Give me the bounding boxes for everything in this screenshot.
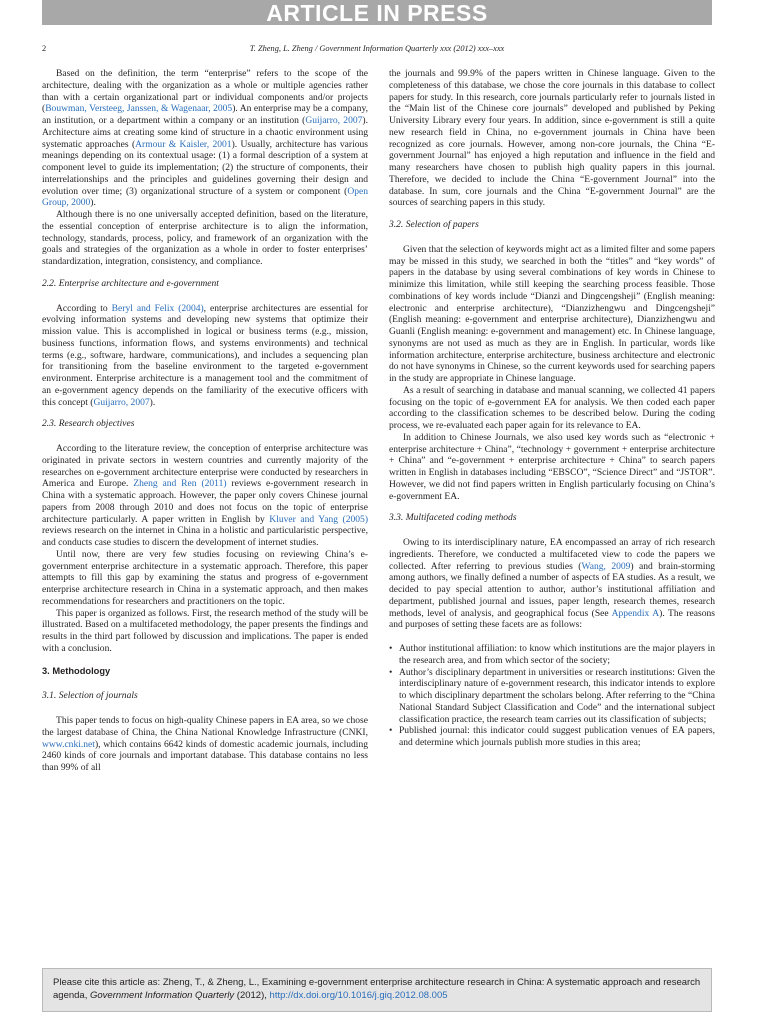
paragraph: According to the literature review, the conception of enterprise architecture was originated in private sectors in western countries and currently majority of the researches on e-government architecture enterprise were conducted by researchers in America and Europe. Zheng and Ren (2011) reviews e-government research in China with a systematic approach. However, the paper only covers Chinese journal papers from 2008 through 2010 and does not focus on the topic of enterprise architecture particularly. A paper written in English by Kluver and Yang (2005) reviews research on the internet in China in a holistic and particularistic perspective, and conducts case studies to discern the development of internet studies. [42,443,369,548]
paragraph: According to Beryl and Felix (2004), enterprise architectures are essential for evolving information systems and developing new systems that optimize their mission value. This is accomplished in logical or business terms (e.g., mission, business functions, information flows, and systems environments) and technical terms (e.g., software, hardware, communications), and includes a sequencing plan for transitioning from the baseline environment to the targeted e-government environment. Enterprise architecture is a management tool and the commitment of an e-government agency depends on the familiarity of the executive officers with this concept (Guijarro, 2007). [42,302,368,408]
list-item: • Author institutional affiliation: to know which institutions are the major players in the research area, and from which sector of the society; [389,643,715,667]
paragraph: As a result of searching in database and manual scanning, we collected 41 papers focusing on the topic of e-government EA for analysis. We then coded each paper according to the classification schemes to be described below. During the coding process, we re-evaluated each paper again for its relevance to EA. [389,384,715,431]
facet-list [389,643,715,749]
paragraph: the journals and 99.9% of the papers written in Chinese language. Given to the completeness of this database, we chose the core journals in this database to collect papers for study. In this research, core journals particularly refer to journals listed in the “Main list of the Chinese core journals” developed and published by Peking University Library every four years. In addition, since e-government is still a quite new research field in China, no e-government journals in China have been recognized as core journals. However, among non-core journals, the China “E-government Journal” has enjoyed a high reputation and influence in the field and many researchers have chosen to publish high quality papers in this journal. Therefore, we decided to include the China “E-government Journal” into the database. In sum, core journals and the China “E-government Journal” are the sources of searching papers in this study. [389,68,715,209]
citation-year: (2012), [234,989,270,1001]
section-heading-2-2: 2.2. Enterprise architecture and e-government [42,277,219,289]
section-heading-3-3: 3.3. Multifaceted coding methods [389,512,517,524]
section-heading-2-3: 2.3. Research objectives [42,418,135,430]
left-column [42,68,368,774]
paragraph: Based on the definition, the term “enterprise” refers to the scope of the architecture, dealing with the organization as a whole or multiple agencies rather than with a certain organizational part or individual components and/or projects (Bouwman, Versteeg, Janssen, & Wagenaar, 2005). An enterprise may be a company, an institution, or a department within a company or an institution (Guijarro, 2007). Architecture aims at creating some kind of structure in a chaotic environment using systematic approaches (Armour & Kaisler, 2001). Usually, architecture has various meanings depending on its contextual usage: (1) a formal description of a system at component level to guide its implementation; (2) the structure of components, their interrelationships and the principles and guidelines governing their design and evolution over time; (3) organizational structure of a system or component (Open Group, 2000). [42,68,368,209]
paragraph: Although there is no one universally accepted definition, based on the literature, the essential conception of enterprise architecture is to align the information, technology, standards, process, policy, and framework of an organization with the goals and strategies of the organization as a whole in order to foster enterprises’ standardization, integration, consistency, and compliance. [42,209,368,267]
paragraph: This paper tends to focus on high-quality Chinese papers in EA area, so we chose the largest database of China, the China National Knowledge Infrastructure (CNKI, www.cnki.net), which contains 6642 kinds of domestic academic journals, including 2460 kinds of core journals and important database. This database contains no less than 99% of all [42,715,368,773]
section-heading-3: 3. Methodology [42,665,111,676]
list-item: • Published journal: this indicator could suggest publication venues of EA papers, and determine which journals publish more studies in this area; [389,725,715,749]
doi-link[interactable]: http://dx.doi.org/10.1016/j.giq.2012.08.005 [269,989,448,1001]
page-number: 2 [42,44,47,53]
list-item: • Author’s disciplinary department in universities or research institutions: Given the interdisciplinary nature of e-government research, this indicator intends to explore to which disciplinary department the scholars belong. After referring to the “China National Standard Subject Classification and Code” and the international subject classification practice, the research team carries out its classification of subjects; [389,667,715,726]
citation-link[interactable]: Bouwman, Versteeg, Janssen, & Wagenaar, 2005 [45,103,233,115]
section-heading-3-1: 3.1. Selection of journals [42,690,138,702]
paragraph: Given that the selection of keywords might act as a limited filter and some papers may be missed in this study, we searched in both the “titles” and “key words” of papers in the database by using several combinations of key words in Chinese to minimize this limitation, while still keeping the searching process feasible. Those combinations of key words include “Dianzi and Dingcengsheji” (English meaning: electronic and enterprise architecture), “Dianzizhengwu and Dingcengsheji” (English meaning: e-government and enterprise architecture), Dianzizhengwu and Guanli (English meaning: e-government and management) etc. In Chinese language, synonyms are not used as much as they are in English. In particular, words like information architecture, enterprise architecture, business architecture and electronic do not have synonyms in Chinese, so the current keywords used for searching papers in the study are appropriate in Chinese language. [389,243,715,384]
journal-name: Government Information Quarterly [89,989,235,1001]
citation-box [42,968,712,1012]
paragraph: This paper is organized as follows. First, the research method of the study will be illustrated. Based on a multifaceted methodology, the paper presents the findings and results in the third part followed by discussion and implications. The paper is ended with a conclusion. [42,607,368,654]
citation-link[interactable]: Kluver and Yang (2005) [269,513,369,525]
citation-link[interactable]: Open Group, 2000 [42,185,368,209]
article-in-press-banner: ARTICLE IN PRESS [42,0,712,25]
right-column [389,68,715,749]
paragraph: Owing to its interdisciplinary nature, EA encompassed an array of rich research ingredients. Therefore, we conducted a multifaceted view to code the papers we collected. After referring to previous studies (Wang, 2009) and brain-storming among authors, we finally defined a number of aspects of EA studies. As a result, we decided to pay special attention to author, author’s institutional affiliation and department, published journal and issues, paper length, research themes, research methods, level of analysis, and geographical focus (See Appendix A). The reasons and purposes of setting these facets are as follows: [389,537,716,631]
citation-text: Please cite this article as: Zheng, T., & Zheng, L., Examining e-government enterprise architecture research in China: A systematic approach and research agenda, [53,977,701,1001]
citation-link[interactable]: Guijarro, 2007 [305,115,363,126]
section-heading-3-2: 3.2. Selection of papers [389,219,479,230]
citation-link[interactable]: Armour & Kaisler, 2001 [135,138,232,150]
citation-link[interactable]: Wang, 2009 [581,560,631,572]
paragraph: Until now, there are very few studies focusing on reviewing China’s e-government enterprise architecture in a systematic approach. Therefore, this paper attempts to fill this gap by examining the status and progress of e-government enterprise architecture research in China in a systematic approach, and then makes recommendations for researchers and practitioners on the topic. [42,548,368,607]
running-title: T. Zheng, L. Zheng / Government Information Quarterly xxx (2012) xxx–xxx [249,44,505,53]
citation-link[interactable]: Guijarro, 2007 [93,396,150,408]
citation-link[interactable]: Beryl and Felix (2004) [111,302,204,314]
citation-link[interactable]: Zheng and Ren (2011) [133,478,227,490]
paragraph: In addition to Chinese Journals, we also used key words such as “electronic + enterprise architecture + China”, “technology + government + enterprise architecture + China” and “e-government + enterprise architecture + China” to search papers written in English in databases including “EBSCO”, “Science Direct” and “JSTOR”. However, we did not find papers written in English particularly focusing on China’s e-government EA. [389,431,715,502]
appendix-link[interactable]: Appendix A [611,607,660,619]
cnki-link[interactable]: www.cnki.net [42,738,95,750]
